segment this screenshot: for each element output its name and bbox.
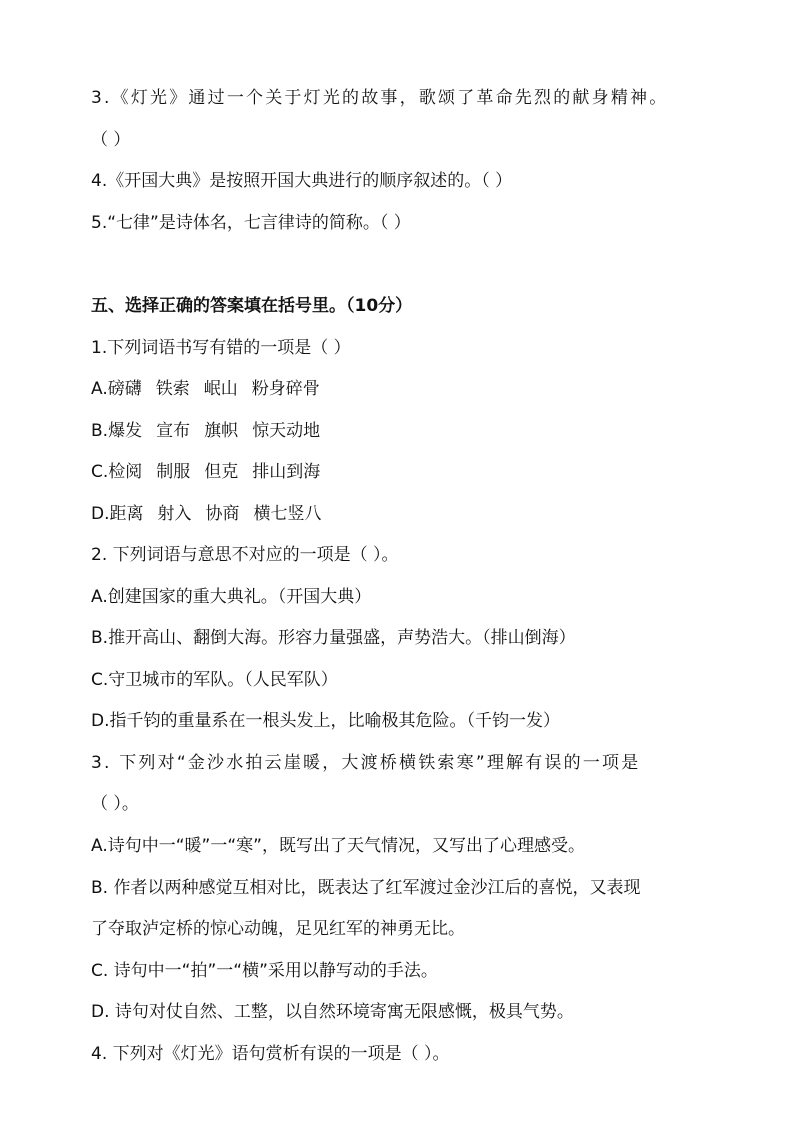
q3-stem: 3. 下列对“金沙水拍云崖暖，大渡桥横铁索寒”理解有误的一项是 <box>91 753 641 773</box>
option-word: 岷山 <box>203 379 238 399</box>
q1-option-a <box>91 377 320 401</box>
option-word: 但克 <box>204 462 239 482</box>
option-label: A. <box>91 379 108 399</box>
option-word: 爆发 <box>108 421 143 441</box>
q3-option-b-continued: 了夺取泸定桥的惊心动魄，足见红军的神勇无比。 <box>91 919 465 939</box>
q2-option-a: A.创建国家的重大典礼。（开国大典） <box>91 587 372 607</box>
q3-option-a: A.诗句中一“暖”一“寒”，既写出了天气情况，又写出了心理感受。 <box>91 836 585 856</box>
option-word: 射入 <box>157 504 192 524</box>
q4-stem: 4. 下列对《灯光》语句赏析有误的一项是（ ）。 <box>91 1044 450 1064</box>
option-word: 横七竖八 <box>253 504 322 524</box>
q3-option-d: D. 诗句对仗自然、工整，以自然环境寄寓无限感慨，极具气势。 <box>91 1002 574 1022</box>
q3-option-c: C. 诗句中一“拍”一“横”采用以静写动的手法。 <box>91 961 438 981</box>
q1-stem: 1.下列词语书写有错的一项是（ ） <box>91 338 351 358</box>
q2-option-b: B.推开高山、翻倒大海。形容力量强盛，声势浩大。（排山倒海） <box>91 628 576 648</box>
q2-stem: 2. 下列词语与意思不对应的一项是（ ）。 <box>91 545 399 565</box>
option-word: 粉身碎骨 <box>251 379 320 399</box>
option-word: 距离 <box>109 504 144 524</box>
judgment-item-5: 5.“七律”是诗体名，七言律诗的简称。（ ） <box>91 213 411 233</box>
option-word: 旗帜 <box>204 421 239 441</box>
option-word: 铁索 <box>155 379 190 399</box>
q1-option-c <box>91 460 320 484</box>
option-label: C. <box>91 462 109 482</box>
option-word: 宣布 <box>156 421 191 441</box>
option-word: 制服 <box>156 462 191 482</box>
q2-option-d: D.指千钧的重量系在一根头发上，比喻极其危险。（千钧一发） <box>91 711 560 731</box>
option-label: B. <box>91 421 109 441</box>
q2-option-c: C.守卫城市的军队。（人民军队） <box>91 670 338 690</box>
option-word: 磅礴 <box>107 379 142 399</box>
judgment-item-4: 4.《开国大典》是按照开国大典进行的顺序叙述的。（ ） <box>91 171 513 191</box>
section-5-heading: 五、选择正确的答案填在括号里。（10分） <box>91 296 413 316</box>
option-label: D. <box>91 504 110 524</box>
q3-stem-blank: （ ）。 <box>91 794 139 814</box>
option-word: 惊天动地 <box>252 421 321 441</box>
q1-option-d <box>91 502 322 526</box>
judgment-item-3: 3.《灯光》通过一个关于灯光的故事，歌颂了革命先烈的献身精神。 <box>91 88 669 108</box>
q3-option-b: B. 作者以两种感觉互相对比，既表达了红军渡过金沙江后的喜悦，又表现 <box>91 878 641 898</box>
option-word: 排山到海 <box>252 462 321 482</box>
option-word: 检阅 <box>108 462 143 482</box>
option-word: 协商 <box>205 504 240 524</box>
q1-option-b <box>91 419 320 443</box>
judgment-item-3-blank: （ ） <box>91 130 131 150</box>
